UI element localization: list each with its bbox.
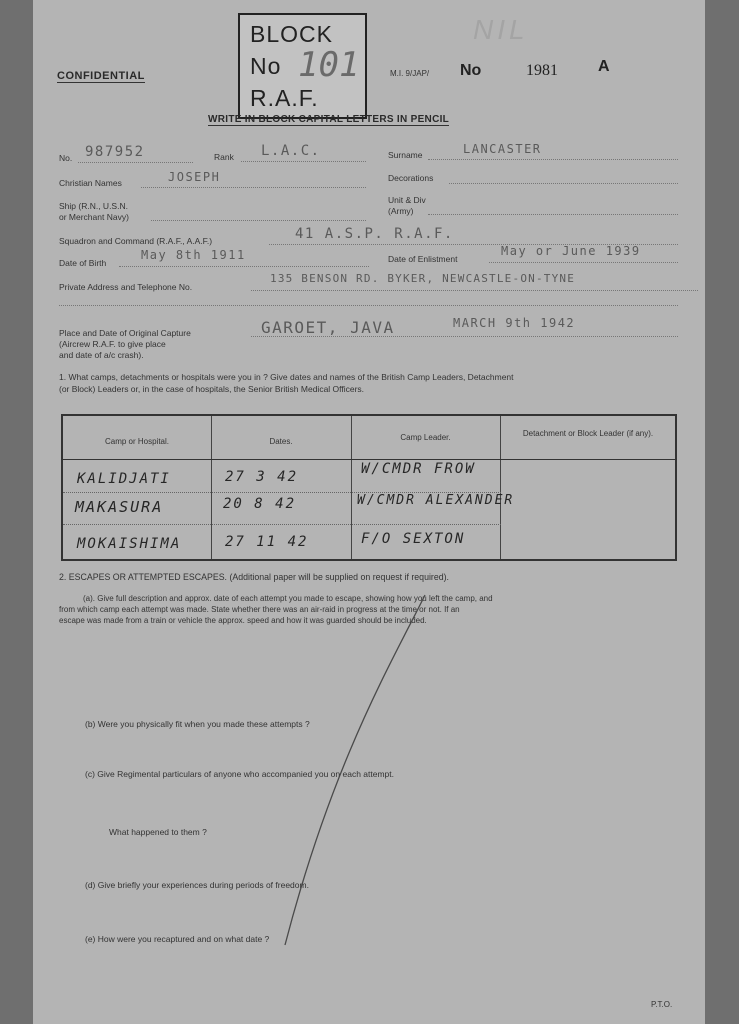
- section2-heading: 2. ESCAPES OR ATTEMPTED ESCAPES. (Additional paper will be supplied on request if required).: [59, 572, 450, 582]
- no-label: No.: [59, 153, 73, 163]
- capture-label-3: and date of a/c crash).: [59, 350, 144, 360]
- address-value: 135 BENSON RD. BYKER, NEWCASTLE-ON-TYNE: [270, 272, 576, 285]
- ship-label-1: Ship (R.N., U.S.N.: [59, 201, 128, 211]
- section2-c: (c) Give Regimental particulars of anyone who accompanied you on each attempt.: [85, 769, 394, 779]
- row2-date: 20 8 42: [223, 496, 297, 512]
- confidential-label: CONFIDENTIAL: [57, 70, 145, 82]
- christian-names-label: Christian Names: [59, 178, 122, 188]
- section2-a-line3: escape was made from a train or vehicle the approx. speed and how it was guarded should be included.: [59, 616, 427, 625]
- row3-camp: MOKAISHIMA: [77, 536, 182, 552]
- squadron-value: 41 A.S.P. R.A.F.: [295, 226, 454, 242]
- block-stamp-line1: BLOCK: [250, 21, 333, 47]
- block-number: 101: [298, 45, 360, 85]
- pto-label: P.T.O.: [651, 1000, 673, 1009]
- row1-camp: KALIDJATI: [77, 471, 171, 487]
- form-ref: M.I. 9/JAP/: [390, 69, 430, 78]
- block-stamp-line2: No: [250, 53, 282, 79]
- section2-c-followup: What happened to them ?: [109, 827, 207, 837]
- section2-a-line1: (a). Give full description and approx. date of each attempt you made to escape, showing how you left the camp, and: [83, 594, 493, 603]
- header-camp-leader: Camp Leader.: [400, 433, 451, 442]
- section2-d: (d) Give briefly your experiences during periods of freedom.: [85, 880, 309, 890]
- nil-note: NIL: [473, 14, 529, 45]
- capture-label-2: (Aircrew R.A.F. to give place: [59, 339, 166, 349]
- unit-label-2: (Army): [388, 206, 414, 216]
- row1-date: 27 3 42: [225, 469, 299, 485]
- row1-leader: W/CMDR FROW: [361, 461, 476, 477]
- unit-label-1: Unit & Div: [388, 195, 426, 205]
- section2-b: (b) Were you physically fit when you made these attempts ?: [85, 719, 310, 729]
- form-suffix: A: [598, 58, 610, 75]
- dob-label: Date of Birth: [59, 258, 107, 268]
- header-camp: Camp or Hospital.: [104, 437, 170, 446]
- header-detachment-leader: Detachment or Block Leader (if any).: [522, 429, 654, 438]
- rank-value: L.A.C.: [261, 143, 321, 159]
- pencil-strike-line: [33, 0, 705, 1024]
- header-dates: Dates.: [269, 437, 293, 446]
- section1-question-line2: (or Block) Leaders or, in the case of hospitals, the Senior British Medical Officers.: [59, 384, 365, 394]
- capture-place: GAROET, JAVA: [261, 318, 395, 337]
- decorations-label: Decorations: [388, 173, 434, 183]
- capture-label-1: Place and Date of Original Capture: [59, 328, 191, 338]
- block-stamp-line3: R.A.F.: [250, 85, 319, 111]
- form-sheet: [33, 0, 705, 1024]
- capture-date: MARCH 9th 1942: [453, 316, 576, 330]
- form-no-label: No: [460, 62, 482, 79]
- dob-value: May 8th 1911: [141, 248, 246, 262]
- pencil-instruction: WRITE IN BLOCK CAPITAL LETTERS IN PENCIL: [208, 114, 450, 125]
- row2-camp: MAKASURA: [75, 498, 164, 516]
- christian-names-value: JOSEPH: [168, 170, 221, 184]
- form-number: 1981: [526, 62, 558, 79]
- section1-question-line1: 1. What camps, detachments or hospitals were you in ? Give dates and names of the British Camp Leaders, Detachment: [59, 372, 514, 382]
- row3-date: 27 11 42: [225, 534, 309, 550]
- address-label: Private Address and Telephone No.: [59, 282, 193, 292]
- squadron-label: Squadron and Command (R.A.F., A.A.F.): [59, 236, 213, 246]
- rank-label: Rank: [214, 152, 234, 162]
- ship-label-2: or Merchant Navy): [59, 212, 129, 222]
- enlistment-value: May or June 1939: [501, 244, 641, 258]
- service-number: 987952: [85, 144, 145, 160]
- section2-e: (e) How were you recaptured and on what date ?: [85, 934, 270, 944]
- row3-leader: F/O SEXTON: [361, 531, 466, 547]
- enlistment-label: Date of Enlistment: [388, 254, 458, 264]
- surname-label: Surname: [388, 150, 423, 160]
- row2-leader: W/CMDR ALEXANDER: [357, 493, 515, 508]
- surname-value: LANCASTER: [463, 142, 542, 156]
- section2-a-line2: from which camp each attempt was made. State whether there was an air-raid in progress at the time or not. If an: [59, 605, 460, 614]
